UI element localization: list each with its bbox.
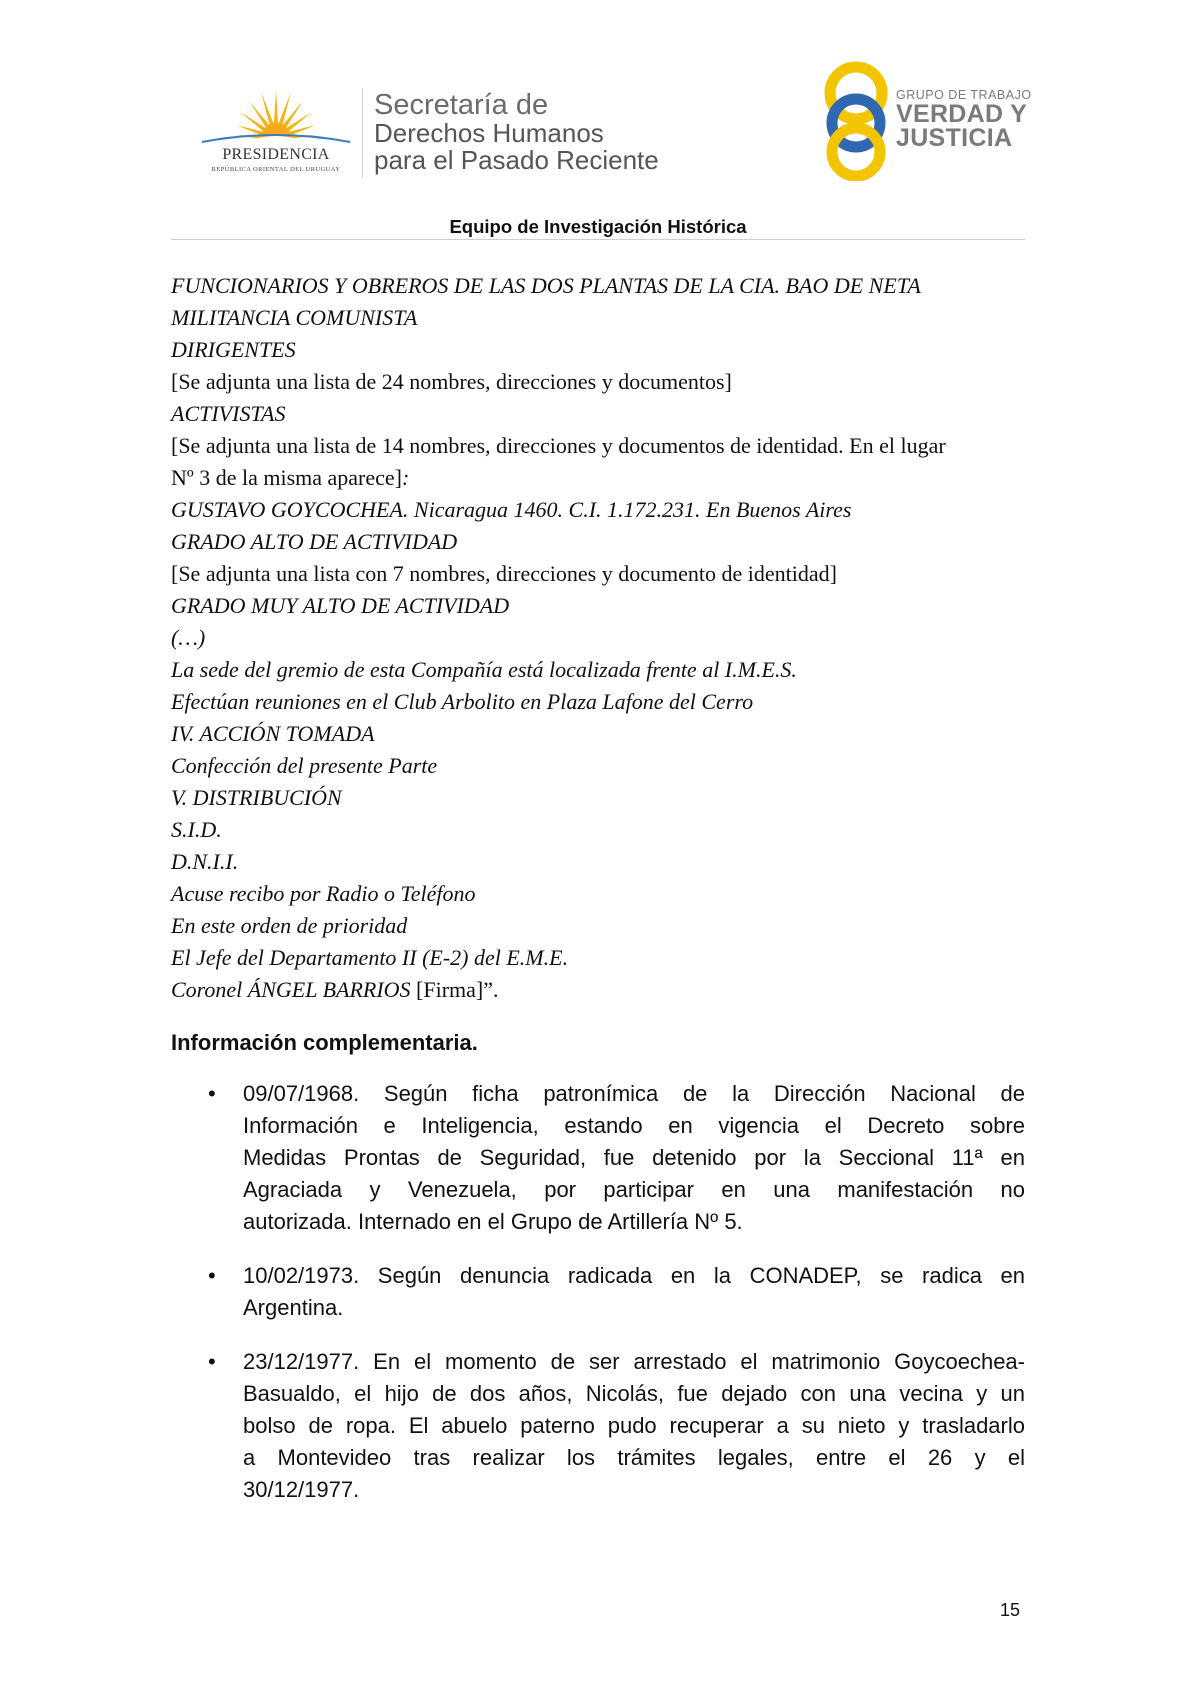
quote-line [171, 558, 1031, 590]
quote-line [171, 942, 1031, 974]
list-item [171, 1260, 1025, 1324]
list-item-line: Medidas Prontas de Seguridad, fue detenido por la Seccional 11ª en [243, 1145, 1025, 1170]
quote-line-text: El Jefe del Departamento II (E-2) del E.M.E. [171, 945, 569, 970]
presidencia-subtitle: REPÚBLICA ORIENTAL DEL URUGUAY [211, 166, 341, 173]
quote-line-text: GRADO MUY ALTO DE ACTIVIDAD [171, 593, 510, 618]
quote-line-text: MILITANCIA COMUNISTA [171, 305, 418, 330]
sun-emblem-icon [196, 84, 356, 146]
quote-line [171, 654, 1031, 686]
quote-line-text: Acuse recibo por Radio o Teléfono [171, 881, 476, 906]
quote-line-tail: : [402, 465, 410, 490]
quote-line [171, 494, 1031, 526]
quote-line-text: La sede del gremio de esta Compañía está localizada frente al I.M.E.S. [171, 657, 797, 682]
quote-line-text: DIRIGENTES [171, 337, 296, 362]
quote-line [171, 270, 1031, 302]
secretaria-line-1: Secretaría de [374, 89, 549, 121]
quote-line [171, 814, 1031, 846]
list-item-line: autorizada. Internado en el Grupo de Artillería Nº 5. [243, 1209, 743, 1234]
grupo-line-3: JUSTICIA [896, 124, 1013, 152]
quote-line-text: [Se adjunta una lista con 7 nombres, direcciones y documento de identidad] [171, 561, 837, 586]
quote-line-text: En este orden de prioridad [171, 913, 408, 938]
quote-line-text: Efectúan reuniones en el Club Arbolito en Plaza Lafone del Cerro [171, 689, 754, 714]
list-item [171, 1346, 1025, 1506]
quote-line [171, 302, 1031, 334]
list-item-line: 09/07/1968. Según ficha patronímica de la Dirección Nacional de [243, 1081, 1025, 1106]
bullet-dot-icon: • [208, 1081, 216, 1106]
quote-line [171, 398, 1031, 430]
info-bullet-list [171, 1078, 1025, 1528]
quote-line [171, 622, 1031, 654]
page-number: 15 [1000, 1600, 1021, 1620]
bullet-dot-icon: • [208, 1263, 216, 1288]
list-item [171, 1078, 1025, 1238]
quote-line-text: GRADO ALTO DE ACTIVIDAD [171, 529, 458, 554]
quote-line-tail: [Firma]”. [410, 977, 499, 1002]
team-heading: Equipo de Investigación Histórica [449, 216, 747, 237]
quote-line-text: (…) [171, 625, 206, 650]
quote-line [171, 846, 1031, 878]
quote-line-text: Confección del presente Parte [171, 753, 438, 778]
grupo-line-1: GRUPO DE TRABAJO [896, 88, 1032, 102]
presidencia-name: PRESIDENCIA [222, 146, 330, 163]
list-item-line: 30/12/1977. [243, 1477, 360, 1502]
quote-line [171, 910, 1031, 942]
list-item-line: a Montevideo tras realizar los trámites legales, entre el 26 y el [243, 1445, 1025, 1470]
quote-line-text: D.N.I.I. [171, 849, 239, 874]
info-section-title: Información complementaria. [171, 1030, 478, 1055]
quote-line-text: ACTIVISTAS [171, 401, 286, 426]
quote-line [171, 718, 1031, 750]
presidencia-logo [196, 84, 356, 180]
quote-line-text: FUNCIONARIOS Y OBREROS DE LAS DOS PLANTAS DE LA CIA. BAO DE NETA [171, 273, 921, 298]
quote-line-text: GUSTAVO GOYCOCHEA. Nicaragua 1460. C.I. 1.172.231. En Buenos Aires [171, 497, 852, 522]
list-item-line: Agraciada y Venezuela, por participar en una manifestación no [243, 1177, 1025, 1202]
secretaria-line-2: Derechos Humanos [374, 118, 604, 148]
quote-line [171, 686, 1031, 718]
list-item-line: Argentina. [243, 1295, 344, 1320]
quote-line [171, 974, 1031, 1006]
quote-line [171, 878, 1031, 910]
quote-line-text: [Se adjunta una lista de 14 nombres, direcciones y documentos de identidad. En el lugar [171, 433, 946, 458]
grupo-line-2: VERDAD Y [896, 100, 1028, 128]
quote-line [171, 366, 1031, 398]
list-item-line: 23/12/1977. En el momento de ser arrestado el matrimonio Goycoechea- [243, 1349, 1025, 1374]
quoted-document-text [171, 270, 1031, 1006]
quote-line-text: IV. ACCIÓN TOMADA [171, 721, 375, 746]
verdad-justicia-logo-text [896, 88, 1032, 150]
bullet-dot-icon: • [208, 1349, 216, 1374]
secretaria-logo-text [374, 90, 659, 174]
quote-line-text: [Se adjunta una lista de 24 nombres, direcciones y documentos] [171, 369, 732, 394]
header-divider [362, 88, 363, 178]
quote-line [171, 590, 1031, 622]
quote-line-text: S.I.D. [171, 817, 222, 842]
quote-line [171, 462, 1031, 494]
quote-line-text: Coronel ÁNGEL BARRIOS [171, 977, 411, 1002]
quote-line [171, 782, 1031, 814]
quote-line [171, 334, 1031, 366]
quote-line-text: Nº 3 de la misma aparece] [171, 465, 402, 490]
quote-line [171, 750, 1031, 782]
quote-line-text: V. DISTRIBUCIÓN [171, 785, 342, 810]
header-rule [171, 239, 1025, 240]
list-item-line: Información e Inteligencia, estando en vigencia el Decreto sobre [243, 1113, 1025, 1138]
list-item-line: bolso de ropa. El abuelo paterno pudo recuperar a su nieto y trasladarlo [243, 1413, 1025, 1438]
quote-line [171, 430, 1031, 462]
list-item-line: Basualdo, el hijo de dos años, Nicolás, fue dejado con una vecina y un [243, 1381, 1025, 1406]
list-item-line: 10/02/1973. Según denuncia radicada en la CONADEP, se radica en [243, 1263, 1025, 1288]
quote-line [171, 526, 1031, 558]
secretaria-line-3: para el Pasado Reciente [374, 145, 659, 175]
